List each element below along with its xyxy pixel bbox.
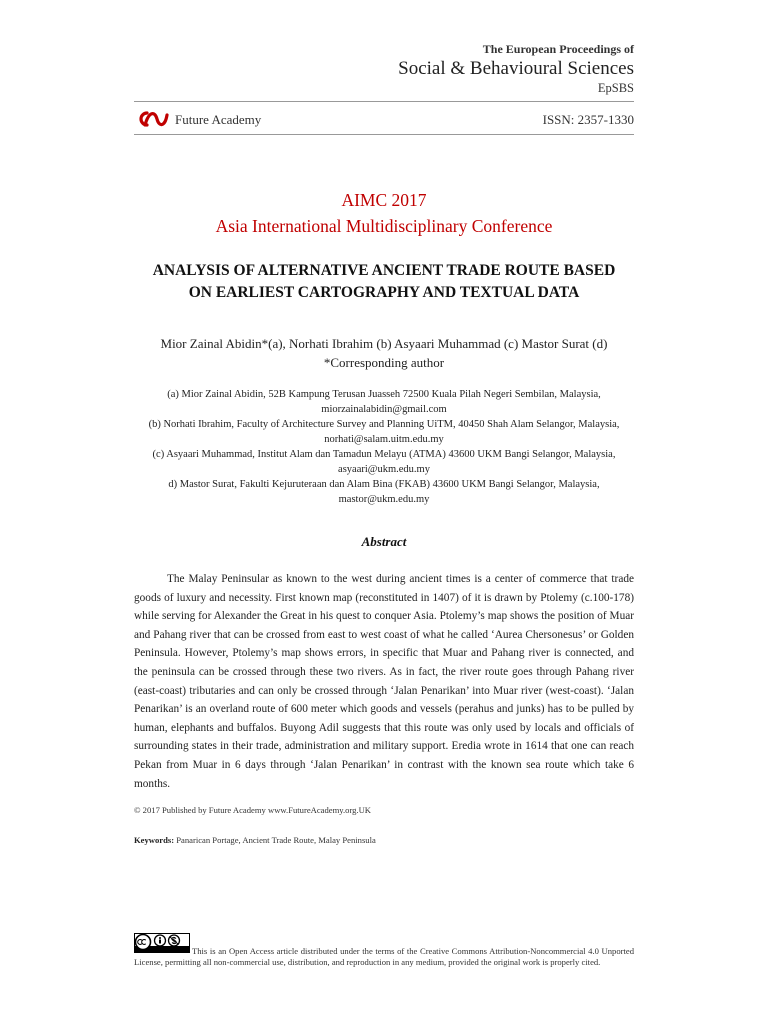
paper-title-line-2: ON EARLIEST CARTOGRAPHY AND TEXTUAL DATA: [188, 284, 580, 301]
header-divider: [134, 101, 634, 102]
publisher-name: Future Academy: [175, 112, 262, 127]
issn: ISSN: 2357-1330: [542, 112, 634, 127]
keywords: [134, 835, 376, 845]
affiliation-email: asyaari@ukm.edu.my: [338, 464, 430, 475]
journal-abbreviation: EpSBS: [597, 81, 634, 95]
license-statement: This is an Open Access article distributed under the terms of the Creative Commons Attribution-Noncommercial 4.0 Unported License, permitting all non-commercial use, distribution, and reproduction in any medium, provided the original work is properly cited.: [134, 946, 634, 967]
affiliations: [110, 387, 658, 507]
abstract-heading: Abstract: [361, 534, 407, 549]
affiliation-email: mastor@ukm.edu.my: [338, 494, 430, 505]
paper-title-line-1: ANALYSIS OF ALTERNATIVE ANCIENT TRADE ROUTE BASED: [152, 262, 616, 279]
copyright-notice: © 2017 Published by Future Academy www.FutureAcademy.org.UK: [134, 805, 372, 815]
affiliation-line: d) Mastor Surat, Fakulti Kejuruteraan dan Alam Bina (FKAB) 43600 UKM Bangi Selangor, Malaysia,: [168, 479, 600, 490]
keywords-list: Panarican Portage, Ancient Trade Route, Malay Peninsula: [176, 835, 376, 845]
future-academy-logo-icon: [134, 109, 170, 129]
abstract-body: The Malay Peninsular as known to the west during ancient times is a center of commerce that trade goods of luxury and necessity. First known map (reconstituted in 1407) of it is drawn by Ptolemy (c.100-178) while serving for Alexander the Great in his quest to conquer Asia. Ptolemy’s map shows the position of Muar and Pahang river that can be crossed from east to west coast of what he called ‘Aurea Chersonesus’ or Golden Peninsula. However, Ptolemy’s map shows errors, in specific that Muar and Pahang river is connected, and the peninsula can be crossed through these two rivers. As in fact, the river route goes through Pahang river (east-coast) tributaries and can only be crossed through ‘Jalan Penarikan’ into Muar river (west-coast). ‘Jalan Penarikan’ is an overland route of 600 meter which goods and vessels (perahus and junks) has to be pulled by human, elephants and buffalos. Buyong Adil suggests that this route was only used by locals and officials of surrounding states in their trade, administration and military support. Eredia wrote in 1614 that one can reach Pekan from Muar in 6 days through ‘Jalan Penarikan’ in contrast with the known sea route which take 6 months.: [134, 573, 634, 790]
affiliation-email: norhati@salam.uitm.edu.my: [324, 434, 444, 445]
journal-pre-title: The European Proceedings of: [482, 42, 634, 56]
author-list: Mior Zainal Abidin*(a), Norhati Ibrahim (b) Asyaari Muhammad (c) Mastor Surat (d): [160, 336, 608, 351]
license-text: [134, 946, 634, 968]
affiliation-email: miorzainalabidin@gmail.com: [321, 404, 447, 415]
affiliation-line: (c) Asyaari Muhammad, Institut Alam dan Tamadun Melayu (ATMA) 43600 UKM Bangi Selangor, Malaysia,: [152, 449, 616, 460]
conference-name: AIMC 2017: [341, 190, 427, 210]
affiliation-line: (b) Norhati Ibrahim, Faculty of Architecture Survey and Planning UiTM, 40450 Shah Alam Selangor, Malaysia,: [148, 419, 620, 430]
journal-title: Social & Behavioural Sciences: [398, 58, 634, 79]
affiliation-line: (a) Mior Zainal Abidin, 52B Kampung Terusan Juasseh 72500 Kuala Pilah Negeri Sembilan, Malaysia,: [167, 389, 601, 400]
corresponding-author-note: *Corresponding author: [323, 355, 445, 370]
keywords-label: Keywords:: [134, 835, 175, 845]
paper-title: [100, 260, 668, 304]
conference-full-name: Asia International Multidisciplinary Conference: [215, 216, 553, 236]
header-divider-bottom: [134, 134, 634, 135]
author-block: [0, 334, 768, 372]
